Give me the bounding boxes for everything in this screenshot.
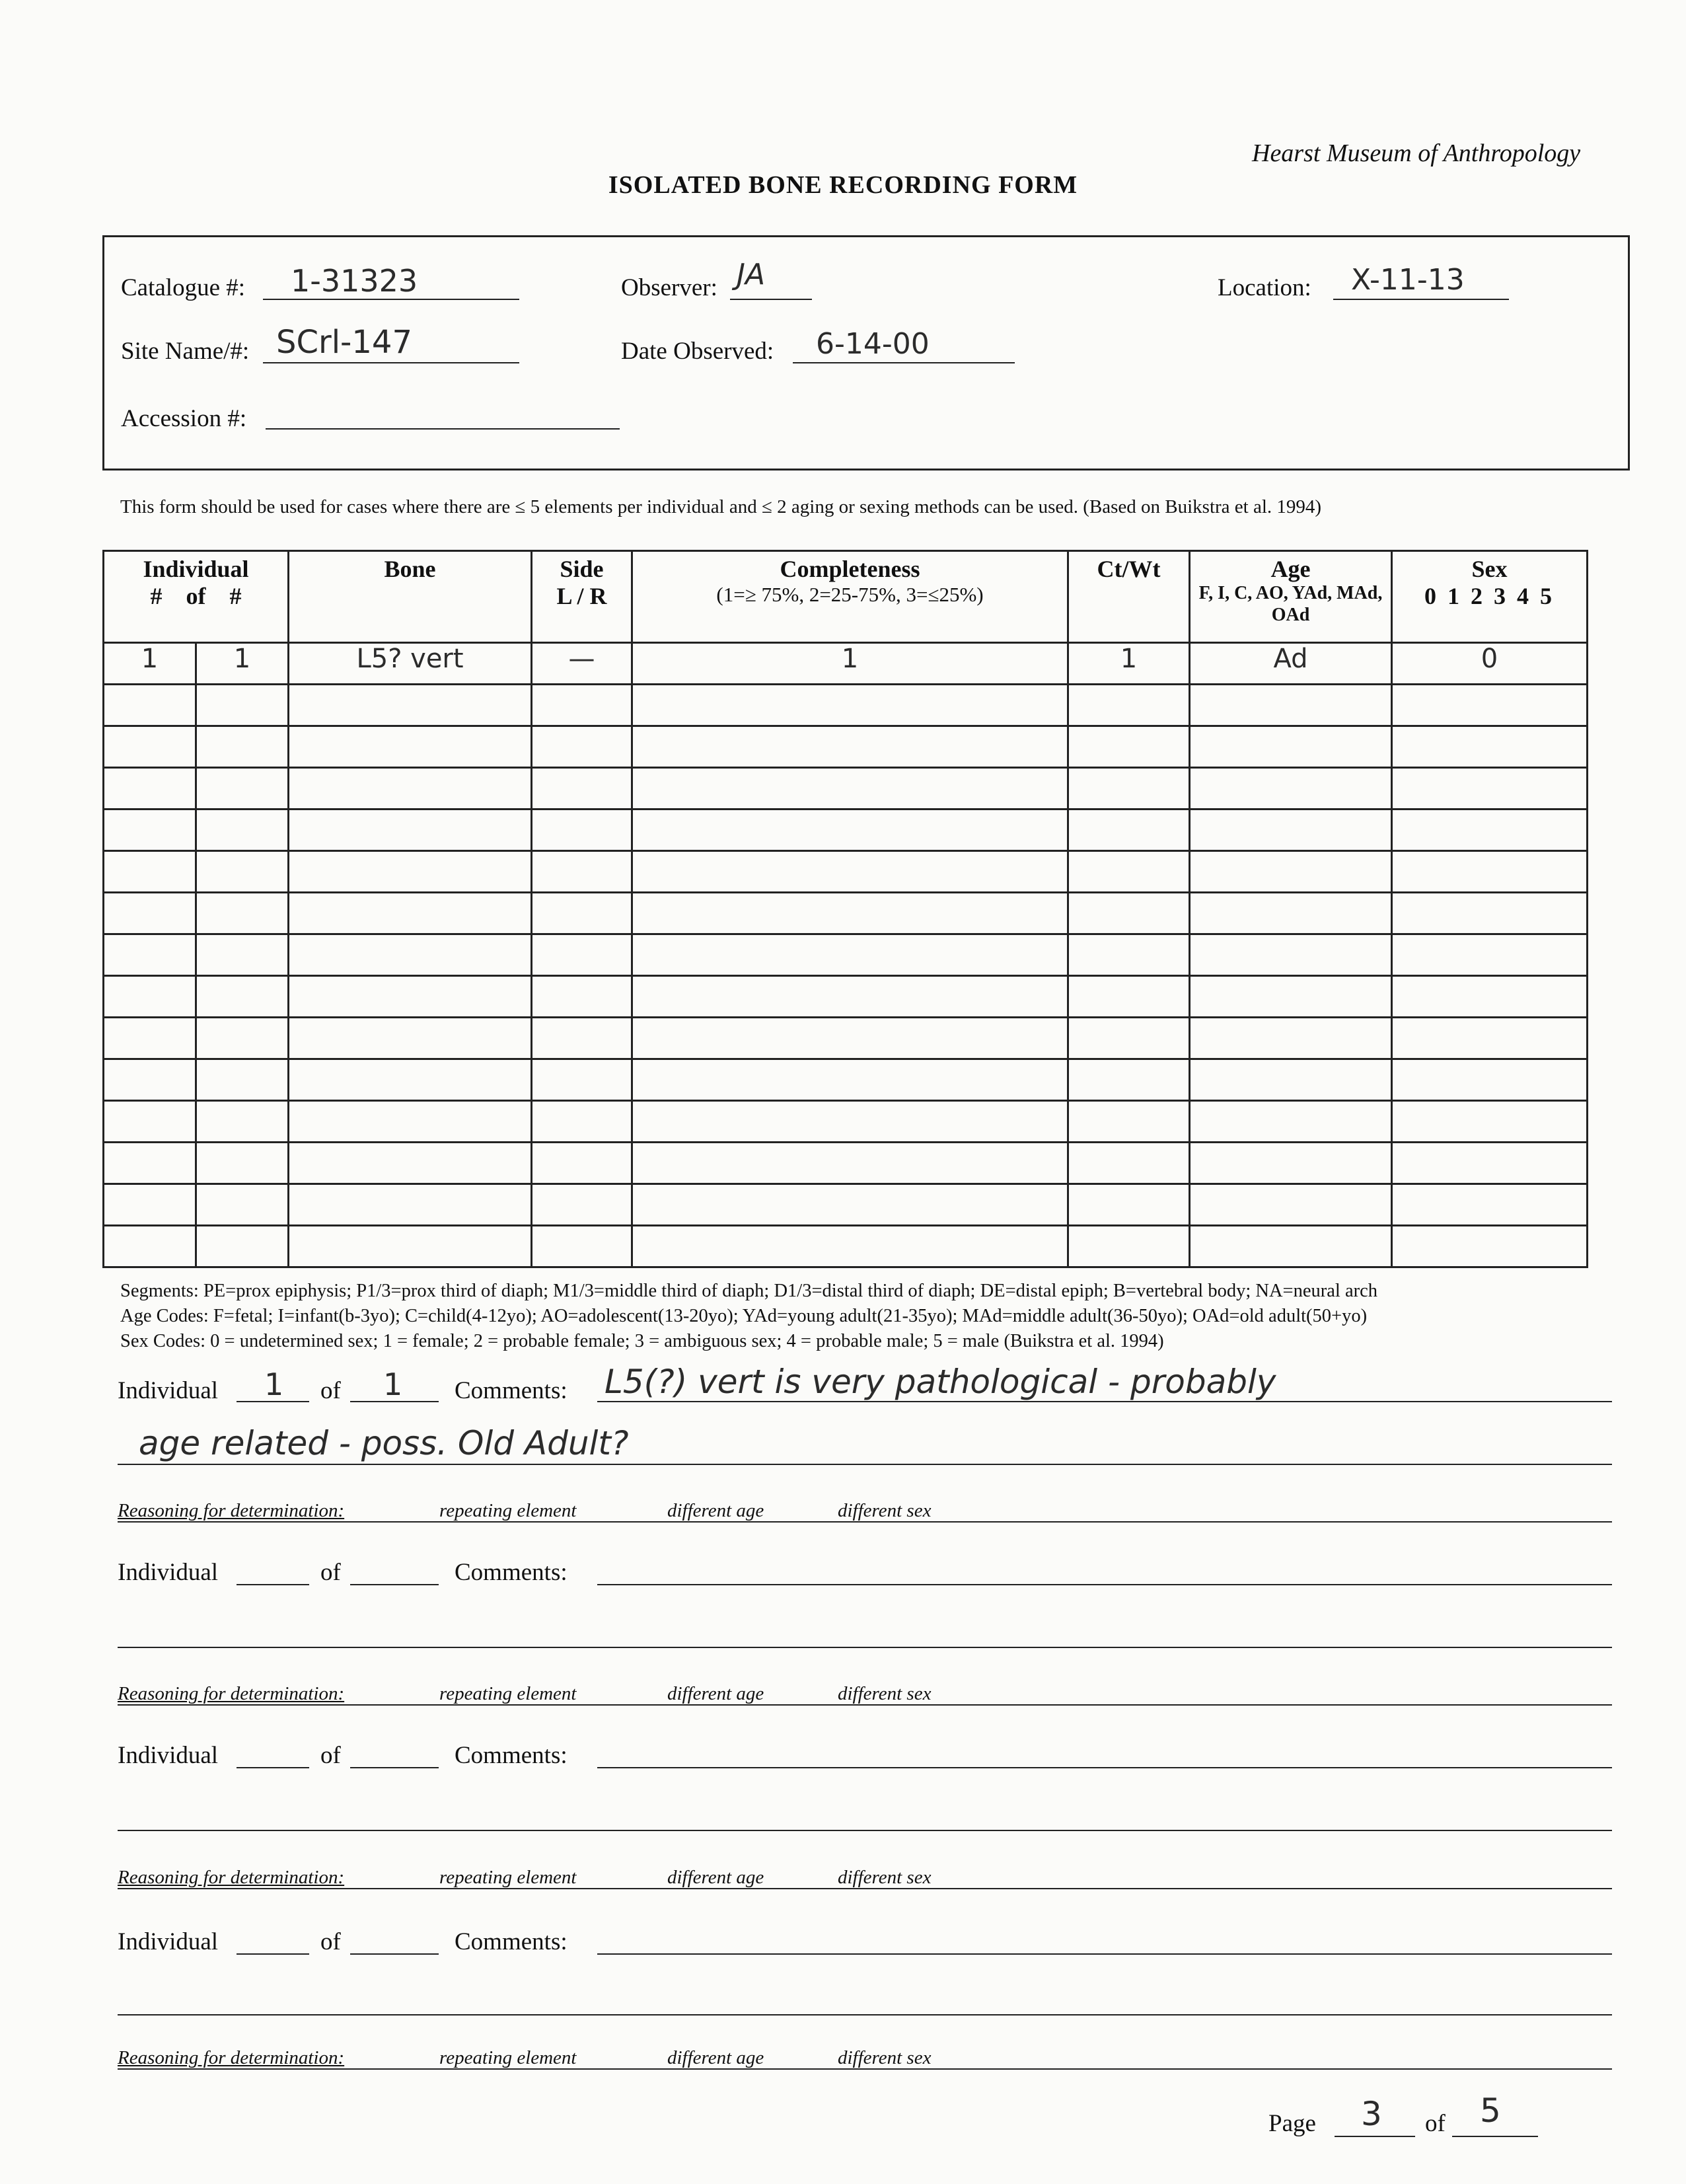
of-label-3: of [320, 1742, 341, 1769]
observer-line [730, 299, 812, 300]
table-cell[interactable] [1190, 685, 1392, 726]
of-label-2: of [320, 1559, 341, 1586]
table-cell[interactable] [289, 1226, 532, 1267]
table-cell[interactable] [289, 893, 532, 934]
reasoning-line-3 [118, 1888, 1612, 1889]
table-cell[interactable] [532, 685, 632, 726]
sex-codes: Sex Codes: 0 = undetermined sex; 1 = female; 2 = probable female; 3 = ambiguous sex; 4 = probable male; 5 = male (Buikstra et al. 1994) [120, 1331, 1164, 1351]
different-sex-4[interactable]: different sex [838, 2047, 932, 2068]
table-cell[interactable] [1190, 851, 1392, 893]
header-sex-label: Sex [1471, 556, 1508, 582]
table-cell[interactable] [104, 1101, 196, 1143]
table-cell[interactable] [1190, 893, 1392, 934]
table-cell[interactable] [1068, 726, 1190, 768]
table-cell[interactable] [104, 851, 196, 893]
of-label-1: of [320, 1377, 341, 1404]
cell-ind-of[interactable]: 1 [196, 643, 289, 685]
table-cell[interactable] [532, 1059, 632, 1101]
cell-ind-num[interactable]: 1 [104, 643, 196, 685]
table-cell[interactable] [1190, 1101, 1392, 1143]
bone-table [102, 550, 1588, 1268]
accession-line[interactable] [266, 428, 620, 430]
table-cell[interactable] [289, 810, 532, 851]
table-cell[interactable] [632, 851, 1068, 893]
table-row [104, 685, 1588, 726]
table-cell[interactable] [104, 934, 196, 976]
comment-line-1a [597, 1401, 1612, 1402]
site-line [263, 362, 519, 363]
table-cell[interactable] [1190, 934, 1392, 976]
table-row [104, 934, 1588, 976]
accession-label: Accession #: [121, 405, 247, 432]
table-cell[interactable] [532, 976, 632, 1018]
site-value[interactable]: SCrl-147 [276, 324, 412, 361]
table-cell[interactable] [104, 1059, 196, 1101]
table-cell[interactable] [1068, 810, 1190, 851]
cell-sex[interactable]: 0 [1392, 643, 1588, 685]
comment-line-2a[interactable] [597, 1584, 1612, 1585]
header-ctwt-label: Ct/Wt [1097, 556, 1161, 582]
comment-line-2b[interactable] [118, 1647, 1612, 1648]
table-cell[interactable] [632, 1226, 1068, 1267]
table-row [104, 726, 1588, 768]
table-cell[interactable] [532, 1143, 632, 1184]
observer-label: Observer: [621, 274, 717, 301]
table-cell[interactable] [1392, 810, 1588, 851]
comment-line-4b[interactable] [118, 2014, 1612, 2015]
table-cell[interactable] [289, 851, 532, 893]
individual-line-3[interactable] [237, 1767, 309, 1768]
site-label: Site Name/#: [121, 338, 250, 365]
segment-codes: Segments: PE=prox epiphysis; P1/3=prox third of diaph; M1/3=middle third of diaph; D1/3=distal third of diaph; DE=distal epiph; B=vertebral body; NA=neural arch [120, 1281, 1378, 1301]
table-cell[interactable] [289, 976, 532, 1018]
table-cell[interactable] [289, 1059, 532, 1101]
table-cell[interactable] [1190, 1059, 1392, 1101]
header-sex [1392, 551, 1588, 643]
different-age-1[interactable]: different age [667, 1500, 764, 1521]
table-cell[interactable] [1392, 768, 1588, 810]
table-cell[interactable] [1068, 1059, 1190, 1101]
table-cell[interactable] [104, 1143, 196, 1184]
table-cell[interactable] [1392, 726, 1588, 768]
table-cell[interactable] [196, 934, 289, 976]
table-cell[interactable] [289, 768, 532, 810]
table-cell[interactable] [1392, 685, 1588, 726]
of-line-3[interactable] [350, 1767, 439, 1768]
table-cell[interactable] [532, 893, 632, 934]
table-cell[interactable] [1068, 1184, 1190, 1226]
table-cell[interactable] [1068, 1143, 1190, 1184]
different-age-3[interactable]: different age [667, 1867, 764, 1888]
table-cell[interactable] [104, 726, 196, 768]
of-label-4: of [320, 1928, 341, 1955]
table-cell[interactable] [632, 1101, 1068, 1143]
table-cell[interactable] [104, 893, 196, 934]
table-cell[interactable] [196, 1184, 289, 1226]
reasoning-label-2: Reasoning for determination: [118, 1683, 345, 1704]
table-cell[interactable] [289, 1101, 532, 1143]
table-cell[interactable] [196, 1018, 289, 1059]
table-cell[interactable] [632, 934, 1068, 976]
table-row [104, 1018, 1588, 1059]
table-cell[interactable] [196, 685, 289, 726]
header-sex-sub: 0 1 2 3 4 5 [1424, 583, 1555, 610]
table-header-row [104, 551, 1588, 643]
table-cell[interactable] [1190, 768, 1392, 810]
table-cell[interactable] [104, 685, 196, 726]
table-row [104, 893, 1588, 934]
table-cell[interactable] [632, 976, 1068, 1018]
table-cell[interactable] [196, 976, 289, 1018]
usage-note: This form should be used for cases where there are ≤ 5 elements per individual and ≤ 2 aging or sexing methods can be used. (Based on Buikstra et al. 1994) [120, 496, 1322, 517]
table-row [104, 1184, 1588, 1226]
table-cell[interactable] [1392, 1018, 1588, 1059]
catalogue-line [263, 299, 519, 300]
header-individual [104, 551, 289, 643]
table-cell[interactable] [1190, 976, 1392, 1018]
table-cell[interactable] [632, 685, 1068, 726]
repeating-element-4[interactable]: repeating element [439, 2047, 577, 2068]
table-cell[interactable] [289, 1143, 532, 1184]
comment-text-1b[interactable]: age related - poss. Old Adult? [139, 1424, 629, 1462]
table-cell[interactable] [632, 810, 1068, 851]
of-line-4[interactable] [350, 1953, 439, 1955]
table-cell[interactable] [532, 810, 632, 851]
different-sex-1[interactable]: different sex [838, 1500, 932, 1521]
reasoning-label-3: Reasoning for determination: [118, 1867, 345, 1888]
repeating-element-1[interactable]: repeating element [439, 1500, 577, 1521]
table-cell[interactable] [1068, 934, 1190, 976]
table-row [104, 810, 1588, 851]
table-cell[interactable] [532, 1101, 632, 1143]
table-row [104, 643, 1588, 685]
header-side-sub: L / R [556, 583, 607, 610]
comment-line-3b[interactable] [118, 1830, 1612, 1831]
table-row [104, 976, 1588, 1018]
date-value[interactable]: 6-14-00 [816, 327, 930, 361]
table-cell[interactable] [1190, 1226, 1392, 1267]
different-sex-3[interactable]: different sex [838, 1867, 932, 1888]
table-cell[interactable] [532, 1226, 632, 1267]
table-cell[interactable] [1068, 1101, 1190, 1143]
table-cell[interactable] [532, 726, 632, 768]
header-side-label: Side [560, 556, 604, 582]
table-cell[interactable] [532, 851, 632, 893]
repeating-element-3[interactable]: repeating element [439, 1867, 577, 1888]
of-value-1[interactable]: 1 [383, 1367, 403, 1402]
header-ctwt [1068, 551, 1190, 643]
table-cell[interactable] [104, 1226, 196, 1267]
header-bone [289, 551, 532, 643]
location-label: Location: [1218, 274, 1311, 301]
individual-line-2[interactable] [237, 1584, 309, 1585]
header-completeness-sub: (1=≥ 75%, 2=25-75%, 3=≤25%) [716, 583, 984, 607]
location-value[interactable]: X-11-13 [1351, 263, 1465, 297]
form-title: ISOLATED BONE RECORDING FORM [608, 171, 1078, 199]
table-cell[interactable] [289, 726, 532, 768]
comment-line-3a[interactable] [597, 1767, 1612, 1768]
individual-label-2: Individual [118, 1559, 219, 1586]
table-cell[interactable] [532, 1018, 632, 1059]
comment-line-4a[interactable] [597, 1953, 1612, 1955]
table-cell[interactable] [1392, 1184, 1588, 1226]
table-cell[interactable] [1392, 976, 1588, 1018]
header-individual-sub: # of # [150, 583, 242, 610]
table-cell[interactable] [1392, 851, 1588, 893]
table-cell[interactable] [632, 1143, 1068, 1184]
catalogue-value[interactable]: 1-31323 [291, 263, 418, 299]
reasoning-line-4 [118, 2068, 1612, 2070]
table-cell[interactable] [1068, 851, 1190, 893]
table-cell[interactable] [632, 893, 1068, 934]
table-row [104, 1101, 1588, 1143]
page-num-line [1335, 2136, 1415, 2137]
table-cell[interactable] [532, 934, 632, 976]
header-age-sub: F, I, C, AO, YAd, MAd, OAd [1198, 583, 1383, 625]
individual-value-1[interactable]: 1 [264, 1367, 284, 1402]
cell-completeness[interactable]: 1 [632, 643, 1068, 685]
table-cell[interactable] [1392, 934, 1588, 976]
page-num[interactable]: 3 [1361, 2095, 1382, 2133]
table-row [104, 1059, 1588, 1101]
table-cell[interactable] [1392, 1101, 1588, 1143]
table-cell[interactable] [289, 1018, 532, 1059]
reasoning-line-1 [118, 1521, 1612, 1523]
comment-text-1a[interactable]: L5(?) vert is very pathological - probably [605, 1363, 1276, 1401]
comments-label-2: Comments: [455, 1559, 568, 1586]
table-cell[interactable] [632, 726, 1068, 768]
repeating-element-2[interactable]: repeating element [439, 1683, 577, 1704]
table-cell[interactable] [104, 1018, 196, 1059]
date-label: Date Observed: [621, 338, 774, 365]
age-codes: Age Codes: F=fetal; I=infant(b-3yo); C=child(4-12yo); AO=adolescent(13-20yo); YAd=young adult(21-35yo); MAd=middle adult(36-50yo); OAd=old adult(50+yo) [120, 1306, 1368, 1326]
individual-label-3: Individual [118, 1742, 219, 1769]
different-age-4[interactable]: different age [667, 2047, 764, 2068]
comments-label-4: Comments: [455, 1928, 568, 1955]
table-cell[interactable] [632, 768, 1068, 810]
table-cell[interactable] [1190, 726, 1392, 768]
location-line [1333, 299, 1509, 300]
individual-label-1: Individual [118, 1377, 219, 1404]
table-cell[interactable] [196, 893, 289, 934]
header-age-label: Age [1270, 556, 1311, 582]
table-cell[interactable] [289, 685, 532, 726]
table-cell[interactable] [532, 1184, 632, 1226]
table-cell[interactable] [1392, 1143, 1588, 1184]
table-row [104, 1226, 1588, 1267]
table-cell[interactable] [1392, 1059, 1588, 1101]
table-cell[interactable] [1068, 1018, 1190, 1059]
different-age-2[interactable]: different age [667, 1683, 764, 1704]
table-cell[interactable] [1068, 976, 1190, 1018]
table-cell[interactable] [104, 976, 196, 1018]
table-cell[interactable] [632, 1018, 1068, 1059]
table-cell[interactable] [196, 726, 289, 768]
table-cell[interactable] [196, 1059, 289, 1101]
different-sex-2[interactable]: different sex [838, 1683, 932, 1704]
table-cell[interactable] [1190, 810, 1392, 851]
individual-label-4: Individual [118, 1928, 219, 1955]
page-label: Page [1268, 2110, 1316, 2137]
table-cell[interactable] [289, 1184, 532, 1226]
table-cell[interactable] [1068, 685, 1190, 726]
table-cell[interactable] [532, 768, 632, 810]
table-cell[interactable] [196, 1226, 289, 1267]
table-cell[interactable] [1392, 893, 1588, 934]
table-row [104, 768, 1588, 810]
individual-line-4[interactable] [237, 1953, 309, 1955]
table-cell[interactable] [104, 810, 196, 851]
reasoning-label-4: Reasoning for determination: [118, 2047, 345, 2068]
reasoning-line-2 [118, 1704, 1612, 1706]
page-total[interactable]: 5 [1480, 2091, 1501, 2130]
table-cell[interactable] [632, 1184, 1068, 1226]
cell-side[interactable]: — [532, 643, 632, 685]
header-age [1190, 551, 1392, 643]
header-completeness [632, 551, 1068, 643]
table-cell[interactable] [632, 1059, 1068, 1101]
table-cell[interactable] [196, 1143, 289, 1184]
table-row [104, 1143, 1588, 1184]
comment-line-1b [118, 1464, 1612, 1465]
table-cell[interactable] [196, 1101, 289, 1143]
table-cell[interactable] [196, 768, 289, 810]
table-cell[interactable] [289, 934, 532, 976]
header-side [532, 551, 632, 643]
comments-label-3: Comments: [455, 1742, 568, 1769]
cell-bone[interactable]: L5? vert [289, 643, 532, 685]
header-individual-label: Individual [143, 556, 249, 582]
table-cell[interactable] [1392, 1226, 1588, 1267]
table-cell[interactable] [104, 1184, 196, 1226]
reasoning-label-1: Reasoning for determination: [118, 1500, 345, 1521]
table-cell[interactable] [196, 851, 289, 893]
table-cell[interactable] [104, 768, 196, 810]
table-cell[interactable] [1068, 893, 1190, 934]
page-of-label: of [1425, 2110, 1446, 2137]
cell-ctwt[interactable]: 1 [1068, 643, 1190, 685]
comments-label-1: Comments: [455, 1377, 568, 1404]
table-cell[interactable] [1068, 1226, 1190, 1267]
table-cell[interactable] [1190, 1018, 1392, 1059]
table-cell[interactable] [1190, 1143, 1392, 1184]
codes-legend [120, 1279, 1377, 1354]
table-row [104, 851, 1588, 893]
museum-name: Hearst Museum of Anthropology [1252, 139, 1581, 167]
header-bone-label: Bone [384, 556, 436, 582]
of-line-2[interactable] [350, 1584, 439, 1585]
page-total-line [1452, 2136, 1538, 2137]
table-cell[interactable] [196, 810, 289, 851]
catalogue-label: Catalogue #: [121, 274, 246, 301]
date-line [793, 362, 1015, 363]
table-cell[interactable] [1190, 1184, 1392, 1226]
cell-age[interactable]: Ad [1190, 643, 1392, 685]
observer-value[interactable]: JA [737, 258, 766, 291]
table-cell[interactable] [1068, 768, 1190, 810]
header-completeness-label: Completeness [780, 556, 920, 582]
